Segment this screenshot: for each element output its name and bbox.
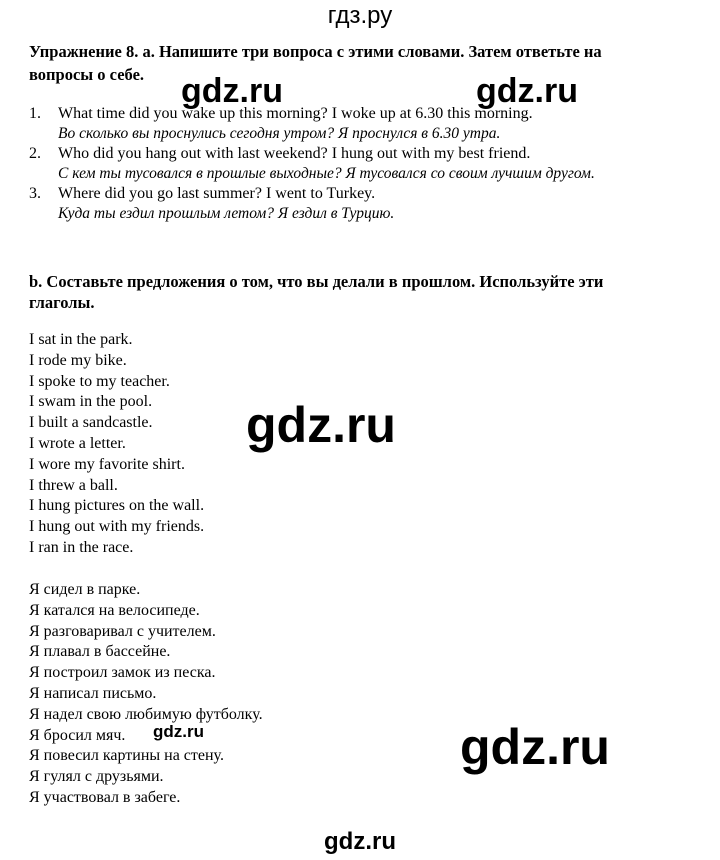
sentence-ru: Я бросил мяч. <box>29 726 126 744</box>
sentence-en: I hung out with my friends. <box>29 518 205 536</box>
watermark: gdz.ru <box>476 72 578 110</box>
question-answer-ru: С кем ты тусовался в прошлые выходные? Я тусовался со своим лучшим другом. <box>58 165 595 182</box>
question-item <box>29 104 669 144</box>
sentence-en: I threw a ball. <box>29 476 118 494</box>
sentence-en: I wore my favorite shirt. <box>29 455 185 473</box>
sentence-en: I spoke to my teacher. <box>29 372 170 390</box>
sentence-ru: Я плавал в бассейне. <box>29 643 171 661</box>
watermark: gdz.ru <box>460 719 610 775</box>
sentence-ru: Я сидел в парке. <box>29 581 141 598</box>
question-item <box>29 184 669 224</box>
sentence-en: I ran in the race. <box>29 538 134 556</box>
sentences-ru-list <box>29 580 263 809</box>
sentence-en: I hung pictures on the wall. <box>29 497 205 515</box>
exercise-title: Упражнение 8. a. Напишите три вопроса с этими словами. Затем ответьте на вопросы о себе. <box>29 42 602 84</box>
sentence-en: I wrote a letter. <box>29 434 126 452</box>
sentence-ru: Я надел свою любимую футболку. <box>29 705 263 723</box>
part-b-title: b. Составьте предложения о том, что вы делали в прошлом. Используйте эти глаголы. <box>29 272 604 312</box>
question-number: 1. <box>29 105 41 122</box>
sentence-ru: Я повесил картины на стену. <box>29 747 224 765</box>
sentence-ru: Я катался на велосипеде. <box>29 601 200 619</box>
watermark: gdz.ru <box>181 72 283 110</box>
watermark: gdz.ru <box>246 397 396 453</box>
question-answer-ru: Во сколько вы проснулись сегодня утром? Я проснулся в 6.30 утра. <box>58 125 501 142</box>
question-number: 3. <box>29 185 41 202</box>
sentence-ru: Я написал письмо. <box>29 684 157 702</box>
sentence-ru: Я участвовал в забеге. <box>29 788 181 806</box>
sentence-en: I sat in the park. <box>29 331 133 348</box>
sentence-ru: Я разговаривал с учителем. <box>29 622 216 640</box>
sentence-en: I rode my bike. <box>29 351 127 369</box>
sentences-en-list <box>29 330 204 559</box>
question-answer-ru: Куда ты ездил прошлым летом? Я ездил в Турцию. <box>58 205 395 222</box>
question-answer-en: What time did you wake up this morning? I woke up at 6.30 this morning. <box>58 105 533 122</box>
site-header: гдз.ру <box>327 2 393 29</box>
question-number: 2. <box>29 145 41 162</box>
sentence-en: I built a sandcastle. <box>29 414 153 432</box>
site-footer: gdz.ru <box>324 828 396 855</box>
sentence-ru: Я гулял с друзьями. <box>29 768 164 786</box>
question-list <box>29 104 669 224</box>
watermark: gdz.ru <box>153 722 204 741</box>
question-answer-en: Who did you hang out with last weekend? I hung out with my best friend. <box>58 145 531 162</box>
question-answer-en: Where did you go last summer? I went to Turkey. <box>58 185 376 202</box>
question-item <box>29 144 669 184</box>
sentence-en: I swam in the pool. <box>29 393 153 411</box>
sentence-ru: Я построил замок из песка. <box>29 664 216 682</box>
